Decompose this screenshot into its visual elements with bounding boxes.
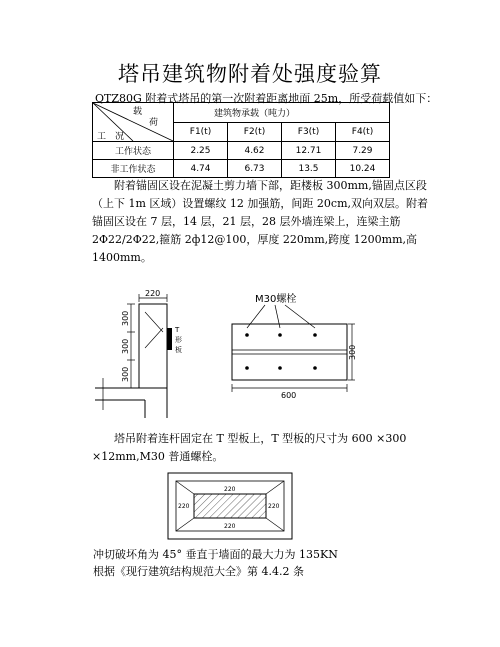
table-cell: 10.24 (336, 160, 390, 178)
table-row (93, 160, 390, 178)
table-row (93, 142, 390, 160)
plate-label-t: T (175, 326, 180, 334)
t-plate-bolt-drawing (225, 288, 355, 400)
table-cell: 12.71 (282, 142, 336, 160)
dim-2-label: 300 (121, 338, 130, 354)
table-cell: 4.62 (228, 142, 282, 160)
punching-plan-drawing (165, 470, 295, 542)
table-cell: 2.25 (174, 142, 228, 160)
dim-left-label: 220 (178, 503, 190, 510)
dim-right-label: 300 (348, 344, 357, 360)
dim-top-label: 220 (224, 486, 236, 493)
bolt-dot (278, 333, 282, 337)
plate-label-1: 形 (175, 336, 182, 344)
corner-label-mid: 荷 (149, 118, 159, 128)
code-reference-text: 根据《现行建筑结构规范大全》第 4.4.2 条 (93, 565, 304, 578)
column-header: F1(t) (174, 122, 228, 142)
bolt-dot (245, 333, 249, 337)
bolt-dot (313, 366, 317, 370)
t-plate (167, 328, 172, 350)
table-cell: 4.74 (174, 160, 228, 178)
group-header: 建筑物承载（吨力） (174, 103, 390, 123)
column-header: F3(t) (282, 122, 336, 142)
table-corner-cell (93, 103, 174, 142)
wall-section-drawing (95, 290, 195, 420)
dim-1-label: 300 (121, 310, 130, 326)
load-table (92, 102, 390, 178)
dim-bottom-label: 600 (281, 391, 297, 400)
corner-label-bottom: 工 况 (97, 132, 125, 142)
column-header: F2(t) (228, 122, 282, 142)
page-title: 塔吊建筑物附着处强度验算 (118, 62, 382, 86)
row-label: 非工作状态 (93, 160, 174, 178)
dim-3-label: 300 (121, 366, 130, 382)
table-cell: 6.73 (228, 160, 282, 178)
hatched-plate (194, 494, 266, 518)
table-cell: 13.5 (282, 160, 336, 178)
bolt-dot (313, 333, 317, 337)
t-plate-description: 塔吊附着连杆固定在 T 型板上，T 型板的尺寸为 600 ×300 ×12mm,M30 普通螺栓。 (92, 432, 407, 463)
dim-top-label: 220 (145, 289, 161, 298)
punching-force-text: 冲切破坏角为 45° 垂直于墙面的最大力为 135KN (93, 548, 338, 561)
table-cell: 7.29 (336, 142, 390, 160)
corner-label-top: 载 (133, 107, 143, 117)
row-label: 工作状态 (93, 142, 174, 160)
plate-label-2: 板 (175, 346, 182, 354)
bolt-dot (278, 366, 282, 370)
column-header: F4(t) (336, 122, 390, 142)
bolt-dot (245, 366, 249, 370)
bolt-label: M30螺栓 (255, 294, 297, 305)
dim-bottom-label: 220 (224, 523, 236, 530)
dim-right-label: 220 (268, 503, 280, 510)
intro-text: QTZ80G 附着式塔吊的第一次附着距离地面 25m，所受荷载值如下： (95, 92, 438, 105)
anchor-description: 附着锚固区设在泥凝土剪力墙下部，距楼板 300mm,锚固点区段（上下 1m 区域）设置螺纹 12 加强筋，间距 20cm,双向双层。附着锚固区设在 7 层，14 层，21 层，28 层外墙连梁上，连梁主筋 2Φ22/2Φ22,箍筋 2ф12@100，厚度 220mm,跨度 1200mm,高 1400mm。 (92, 179, 428, 264)
